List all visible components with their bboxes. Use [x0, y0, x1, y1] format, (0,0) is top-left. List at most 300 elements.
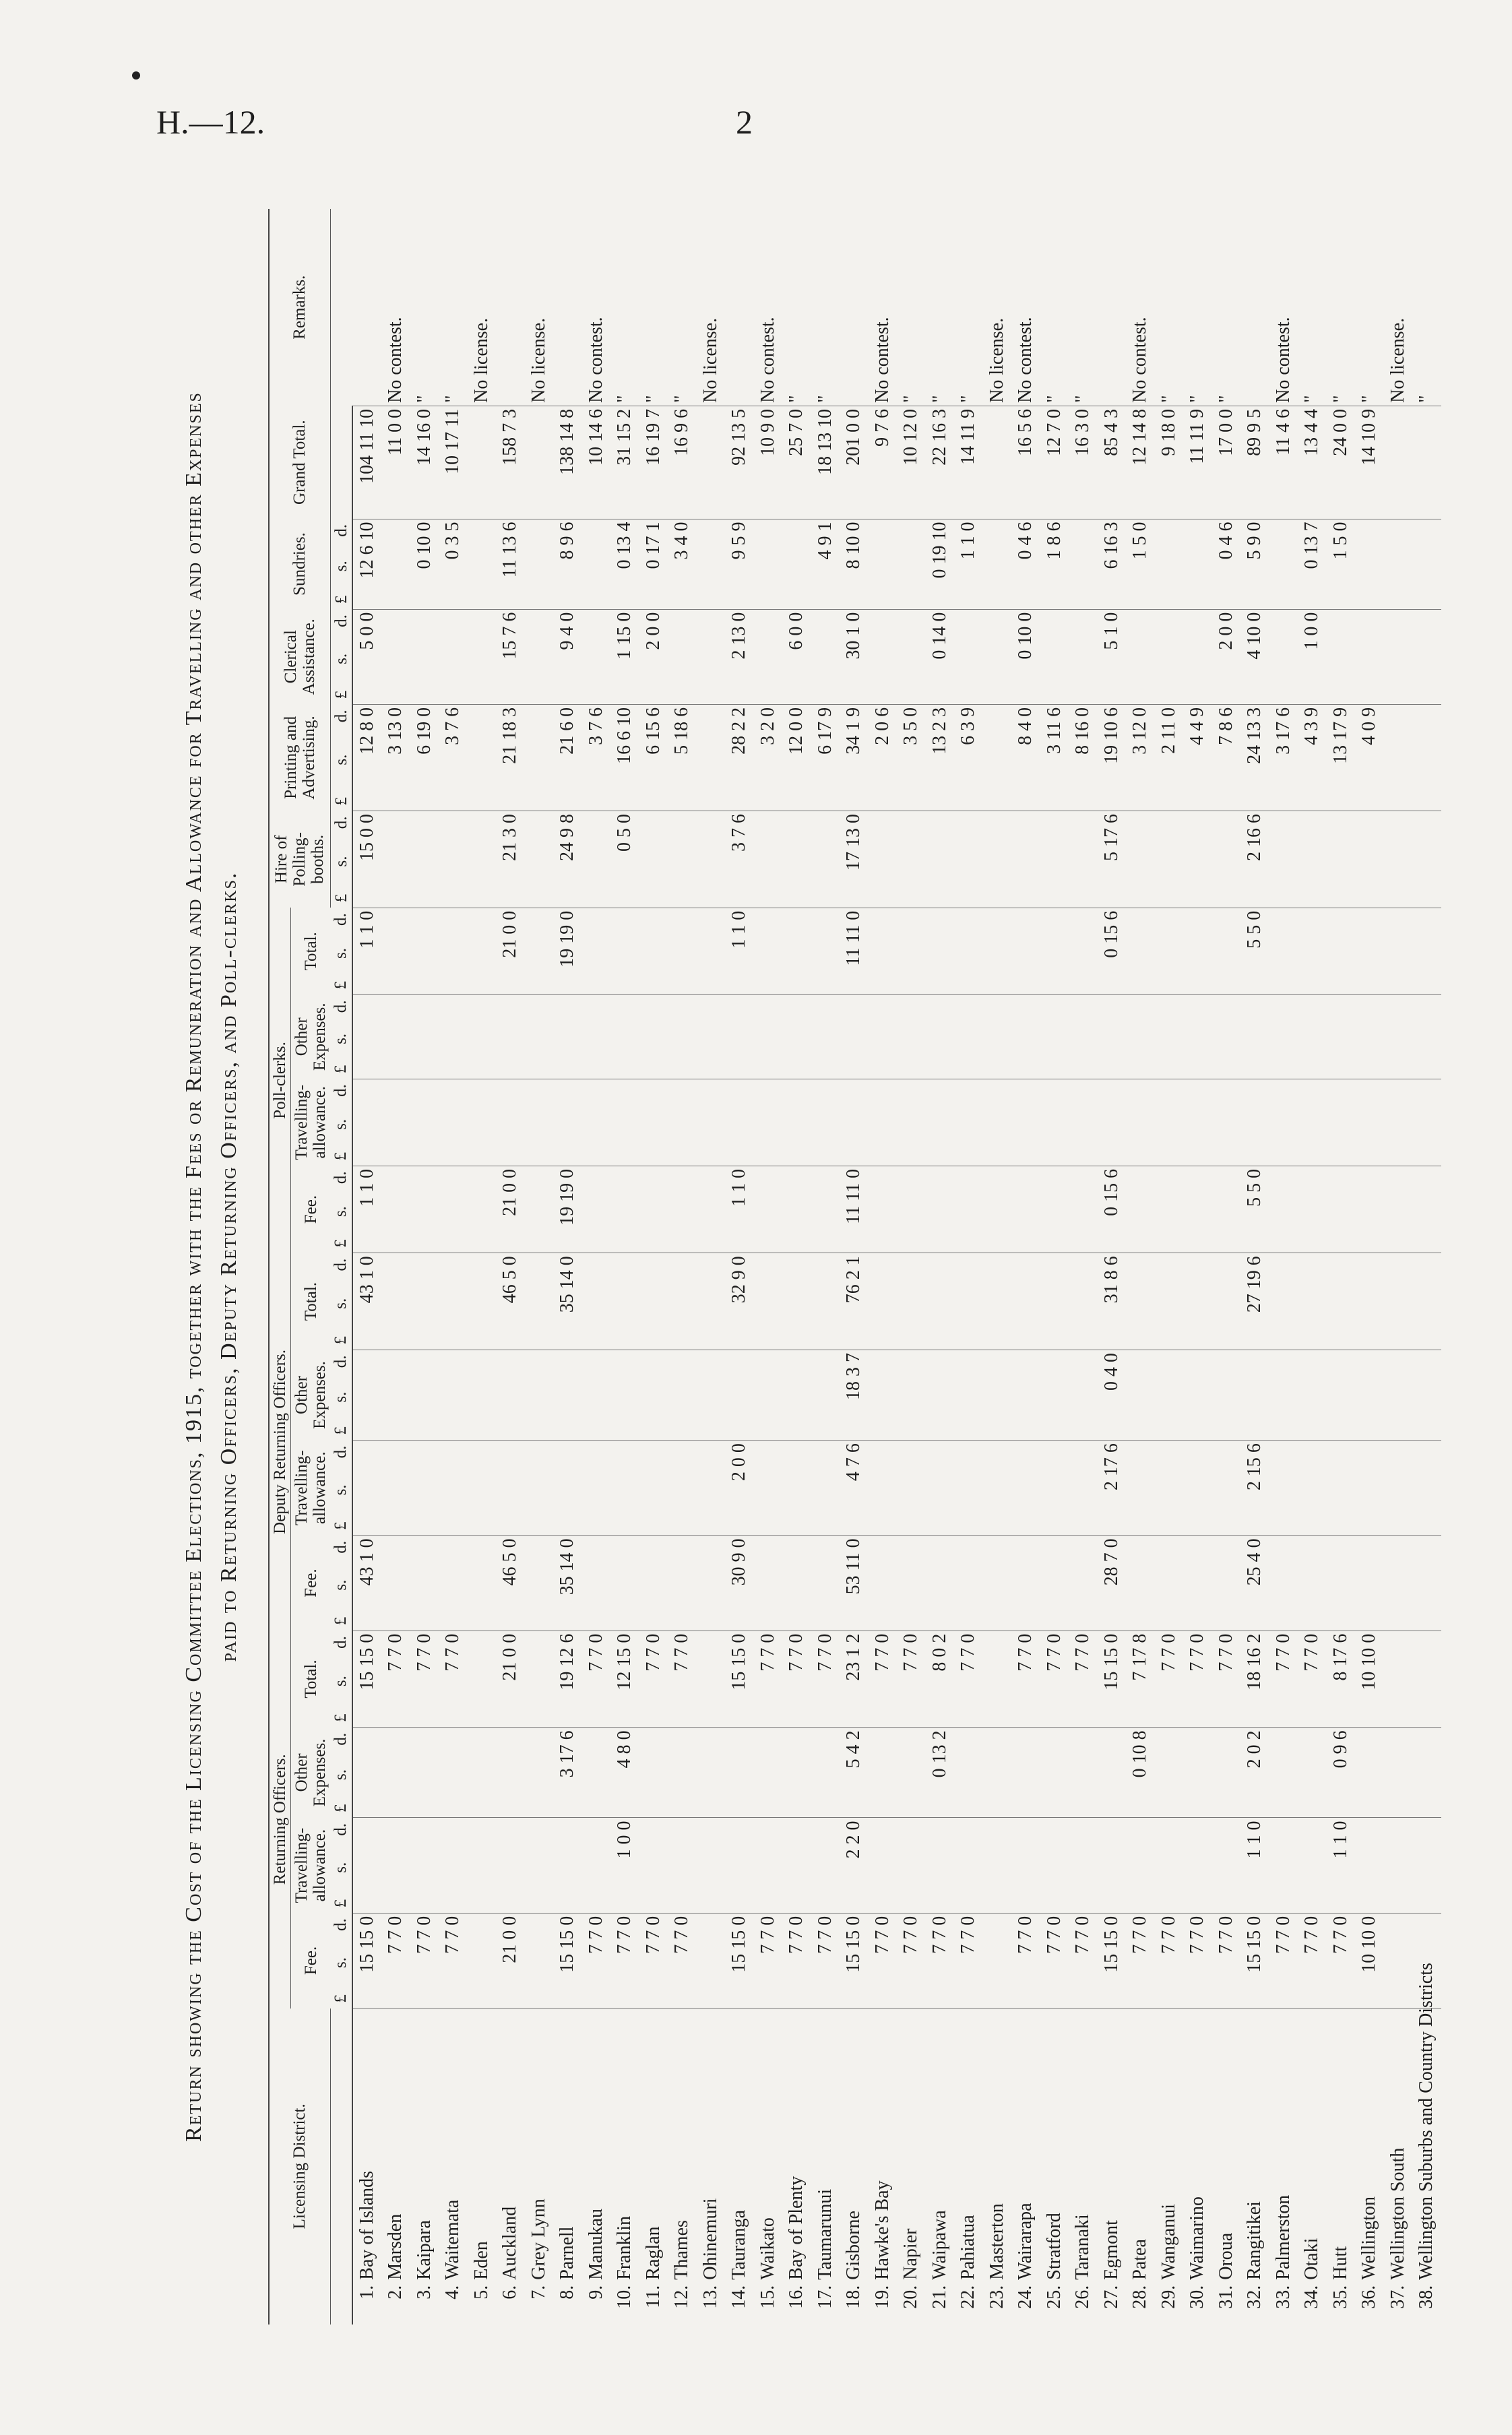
grand-total-cell: 16 19 7	[639, 406, 668, 519]
row-number: 38.	[1416, 2285, 1437, 2309]
dro-fee-cell	[1040, 1536, 1069, 1631]
pc-total-cell	[410, 908, 439, 994]
pc-travelling-cell	[954, 1079, 983, 1166]
pc-travelling-cell	[525, 1079, 554, 1166]
printing-cell: 13 2 3	[926, 704, 955, 811]
pc-total-cell	[639, 908, 668, 994]
pc-fee-cell	[1269, 1166, 1298, 1253]
clerical-cell	[1155, 609, 1184, 704]
dro-other-cell	[1069, 1350, 1098, 1440]
printing-cell: 3 11 6	[1040, 704, 1069, 811]
district-name: Pahiatua	[957, 2215, 979, 2280]
poll-clerks-header: Poll-clerks.	[269, 908, 291, 1253]
pc-other-cell	[1384, 995, 1413, 1079]
dro-travelling-cell	[1069, 1441, 1098, 1536]
hire-cell	[1327, 811, 1356, 908]
remarks-cell: "	[1183, 209, 1212, 406]
pc-other-cell	[697, 995, 726, 1079]
printing-cell: 8 16 0	[1069, 704, 1098, 811]
pc-fee-cell	[439, 1166, 468, 1253]
pc-travelling-cell	[582, 1079, 611, 1166]
unit-label: d.	[332, 709, 350, 723]
dro-fee-cell	[954, 1536, 983, 1631]
ro-travelling-cell	[954, 1818, 983, 1913]
pc-other-cell	[468, 995, 497, 1079]
pc-travelling-cell	[1298, 1079, 1327, 1166]
clerical-cell	[954, 609, 983, 704]
ro-other-cell	[725, 1728, 754, 1818]
table-row	[1412, 209, 1441, 2325]
grand-total-cell: 11 0 0	[381, 406, 410, 519]
unit-label: d.	[332, 913, 350, 926]
dro-travelling-cell	[439, 1441, 468, 1536]
row-number: 7.	[528, 2285, 549, 2300]
sundries-cell: 8 9 6	[553, 519, 582, 609]
grand-total-header: Grand Total.	[269, 406, 330, 519]
dro-other-cell	[352, 1350, 382, 1440]
clerical-header: Clerical Assistance.	[269, 609, 330, 704]
grand-total-cell	[1384, 406, 1413, 519]
printing-cell: 24 13 3	[1240, 704, 1269, 811]
bullet-mark	[132, 71, 140, 80]
printing-cell: 3 7 6	[582, 704, 611, 811]
remarks-cell: No contest.	[1011, 209, 1040, 406]
unit-label: d.	[332, 816, 350, 829]
dro-fee-cell	[439, 1536, 468, 1631]
dro-other-cell	[553, 1350, 582, 1440]
dro-other-cell	[668, 1350, 697, 1440]
district-name: Wellington Suburbs and Country Districts	[1416, 1963, 1437, 2280]
grand-total-cell	[468, 406, 497, 519]
unit-label: s.	[332, 856, 350, 867]
ro-fee-cell: 7 7 0	[897, 1913, 926, 2008]
pc-total-cell	[468, 908, 497, 994]
sundries-cell: 0 13 7	[1298, 519, 1327, 609]
district-name: Ohinemuri	[699, 2198, 721, 2280]
hire-cell	[697, 811, 726, 908]
ro-total-cell: 7 7 0	[439, 1631, 468, 1728]
table-row	[410, 209, 439, 2325]
dro-fee-cell	[754, 1536, 783, 1631]
ro-travelling-cell: 1 0 0	[610, 1818, 639, 1913]
ro-other-cell: 0 9 6	[1327, 1728, 1356, 1818]
ro-travelling-cell	[782, 1818, 811, 1913]
ro-other-cell	[1098, 1728, 1127, 1818]
ro-travelling-cell	[697, 1818, 726, 1913]
dro-total-cell	[1183, 1253, 1212, 1350]
ro-other-cell: 3 17 6	[553, 1728, 582, 1818]
clerical-cell	[1126, 609, 1155, 704]
district-name: Napier	[900, 2228, 922, 2280]
pc-total-cell: 1 1 0	[725, 908, 754, 994]
sundries-cell: 4 9 1	[811, 519, 840, 609]
grand-total-cell	[1412, 406, 1441, 519]
district-name: Waimarino	[1187, 2196, 1208, 2280]
unit-label: £	[332, 1151, 350, 1161]
pc-total-cell	[1126, 908, 1155, 994]
pc-other-cell	[1412, 995, 1441, 1079]
dro-fee-cell	[1384, 1536, 1413, 1631]
pc-total-cell	[782, 908, 811, 994]
row-number: 11.	[642, 2285, 664, 2308]
table-row	[1040, 209, 1069, 2325]
row-number: 22.	[957, 2285, 979, 2309]
dro-other-cell	[1183, 1350, 1212, 1440]
unit-label: s.	[332, 1206, 350, 1218]
pc-total-cell: 1 1 0	[352, 908, 382, 994]
printing-cell: 3 17 6	[1269, 704, 1298, 811]
dro-fee-cell	[1355, 1536, 1384, 1631]
remarks-cell: No license.	[1384, 209, 1413, 406]
dro-fee-cell	[1155, 1536, 1184, 1631]
hire-cell	[1155, 811, 1184, 908]
clerical-cell	[1412, 609, 1441, 704]
ro-fee-cell: 7 7 0	[954, 1913, 983, 2008]
dro-other-header: Other Expenses.	[292, 1361, 329, 1429]
remarks-cell: "	[811, 209, 840, 406]
dro-travelling-cell	[1126, 1441, 1155, 1536]
dro-travelling-cell	[468, 1441, 497, 1536]
ro-fee-cell	[983, 1913, 1012, 2008]
ro-total-header: Total.	[301, 1659, 320, 1699]
district-name: Thames	[671, 2220, 693, 2280]
pc-fee-cell: 21 0 0	[496, 1166, 525, 1253]
row-number: 28.	[1129, 2285, 1151, 2309]
dro-fee-cell: 53 11 0	[840, 1536, 869, 1631]
pc-fee-cell	[983, 1166, 1012, 1253]
pc-other-cell	[1355, 995, 1384, 1079]
ro-total-cell: 7 7 0	[639, 1631, 668, 1728]
dro-total-cell	[1040, 1253, 1069, 1350]
ro-travelling-cell	[381, 1818, 410, 1913]
grand-total-cell: 10 17 11	[439, 406, 468, 519]
ro-fee-cell: 7 7 0	[1183, 1913, 1212, 2008]
clerical-cell	[1384, 609, 1413, 704]
printing-cell: 8 4 0	[1011, 704, 1040, 811]
dro-total-cell: 43 1 0	[352, 1253, 382, 1350]
clerical-cell: 1 0 0	[1298, 609, 1327, 704]
remarks-cell: "	[668, 209, 697, 406]
dro-travelling-cell	[496, 1441, 525, 1536]
table-row	[1212, 209, 1241, 2325]
ro-other-cell	[1355, 1728, 1384, 1818]
ro-fee-cell: 10 10 0	[1355, 1913, 1384, 2008]
table-row	[897, 209, 926, 2325]
ro-total-cell: 7 7 0	[811, 1631, 840, 1728]
deputy-returning-officers-header: Deputy Returning Officers.	[269, 1253, 291, 1631]
table-row	[496, 209, 525, 2325]
ro-fee-cell: 15 15 0	[1098, 1913, 1127, 2008]
sundries-cell: 8 10 0	[840, 519, 869, 609]
clerical-cell	[439, 609, 468, 704]
row-number: 36.	[1358, 2285, 1380, 2309]
unit-label: s.	[332, 1033, 350, 1044]
ro-other-cell	[1011, 1728, 1040, 1818]
dro-total-cell	[754, 1253, 783, 1350]
dro-other-cell	[1355, 1350, 1384, 1440]
pc-other-cell	[926, 995, 955, 1079]
pc-fee-cell	[410, 1166, 439, 1253]
remarks-cell: No license.	[697, 209, 726, 406]
ro-fee-cell: 7 7 0	[1069, 1913, 1098, 2008]
dro-total-cell: 27 19 6	[1240, 1253, 1269, 1350]
pc-other-cell	[1098, 995, 1127, 1079]
ro-total-cell: 7 7 0	[1155, 1631, 1184, 1728]
unit-label: s.	[332, 754, 350, 765]
pc-travelling-cell	[1155, 1079, 1184, 1166]
ro-fee-cell: 7 7 0	[1269, 1913, 1298, 2008]
dro-fee-cell	[897, 1536, 926, 1631]
table-row	[1384, 209, 1413, 2325]
dro-other-cell	[410, 1350, 439, 1440]
row-number: 3.	[413, 2285, 435, 2300]
pc-fee-cell	[1384, 1166, 1413, 1253]
dro-total-cell	[1298, 1253, 1327, 1350]
district-name: Gisborne	[843, 2211, 864, 2280]
unit-label: d.	[332, 1636, 350, 1649]
table-row	[840, 209, 869, 2325]
ro-total-cell: 7 7 0	[381, 1631, 410, 1728]
district-name: Bay of Islands	[356, 2170, 377, 2280]
dro-other-cell	[1384, 1350, 1413, 1440]
ro-other-cell	[782, 1728, 811, 1818]
dro-travelling-cell	[754, 1441, 783, 1536]
dro-total-cell: 76 2 1	[840, 1253, 869, 1350]
grand-total-cell: 11 11 9	[1183, 406, 1212, 519]
pc-travelling-cell	[352, 1079, 382, 1166]
sundries-cell: 6 16 3	[1098, 519, 1127, 609]
printing-cell: 4 0 9	[1355, 704, 1384, 811]
grand-total-cell: 14 11 9	[954, 406, 983, 519]
unit-label: £	[332, 1804, 350, 1812]
printing-cell: 6 3 9	[954, 704, 983, 811]
remarks-cell: "	[1212, 209, 1241, 406]
dro-travelling-cell	[1183, 1441, 1212, 1536]
sundries-cell	[381, 519, 410, 609]
pc-total-cell	[1384, 908, 1413, 994]
unit-label: £	[332, 1335, 350, 1345]
pc-total-cell	[1183, 908, 1212, 994]
hire-cell	[1298, 811, 1327, 908]
pc-fee-cell	[697, 1166, 726, 1253]
printing-cell: 6 19 0	[410, 704, 439, 811]
units-cell	[330, 811, 352, 908]
district-name: Wellington	[1358, 2196, 1380, 2280]
table-row	[1011, 209, 1040, 2325]
pc-other-cell	[983, 995, 1012, 1079]
pc-travelling-cell	[553, 1079, 582, 1166]
ro-fee-cell: 7 7 0	[1212, 1913, 1241, 2008]
remarks-cell: "	[439, 209, 468, 406]
sundries-cell	[1155, 519, 1184, 609]
pc-other-cell	[754, 995, 783, 1079]
pc-other-cell	[668, 995, 697, 1079]
district-name: Parnell	[557, 2226, 578, 2280]
printing-cell: 3 12 0	[1126, 704, 1155, 811]
ro-fee-cell: 7 7 0	[582, 1913, 611, 2008]
dro-travelling-cell: 4 7 6	[840, 1441, 869, 1536]
dro-total-cell	[610, 1253, 639, 1350]
ro-travelling-cell	[811, 1818, 840, 1913]
grand-total-cell: 25 7 0	[782, 406, 811, 519]
printing-cell: 2 0 6	[869, 704, 897, 811]
ro-fee-cell: 7 7 0	[869, 1913, 897, 2008]
clerical-cell	[582, 609, 611, 704]
grand-total-cell: 12 7 0	[1040, 406, 1069, 519]
ro-travelling-cell	[439, 1818, 468, 1913]
district-name: Taranaki	[1072, 2214, 1094, 2280]
printing-cell: 7 8 6	[1212, 704, 1241, 811]
dro-fee-cell	[1069, 1536, 1098, 1631]
ro-total-cell: 7 7 0	[1298, 1631, 1327, 1728]
unit-label: s.	[332, 1391, 350, 1403]
sundries-cell	[525, 519, 554, 609]
hire-cell: 0 5 0	[610, 811, 639, 908]
ro-total-cell: 7 7 0	[1212, 1631, 1241, 1728]
row-number: 15.	[757, 2285, 778, 2309]
dro-fee-cell	[582, 1536, 611, 1631]
hire-cell	[639, 811, 668, 908]
dro-travelling-cell	[983, 1441, 1012, 1536]
ro-fee-cell: 7 7 0	[811, 1913, 840, 2008]
printing-cell: 3 2 0	[754, 704, 783, 811]
row-number: 1.	[356, 2285, 377, 2300]
hire-cell	[439, 811, 468, 908]
dro-fee-cell	[1412, 1536, 1441, 1631]
sundries-cell: 1 8 6	[1040, 519, 1069, 609]
pc-travelling-cell	[782, 1079, 811, 1166]
dro-total-cell	[525, 1253, 554, 1350]
pc-total-cell	[1327, 908, 1356, 994]
pc-travelling-cell	[869, 1079, 897, 1166]
dro-total-cell	[1155, 1253, 1184, 1350]
rotated-table-region	[168, 195, 1442, 2338]
hire-cell: 15 0 0	[352, 811, 382, 908]
ro-fee-cell: 7 7 0	[410, 1913, 439, 2008]
remarks-cell: "	[782, 209, 811, 406]
dro-other-cell	[1298, 1350, 1327, 1440]
sundries-cell: 11 13 6	[496, 519, 525, 609]
sundries-cell	[468, 519, 497, 609]
ro-travelling-cell	[582, 1818, 611, 1913]
unit-label: s.	[332, 1484, 350, 1496]
pc-other-cell	[525, 995, 554, 1079]
dro-total-cell	[697, 1253, 726, 1350]
page-header	[0, 0, 1512, 202]
row-number: 5.	[470, 2285, 492, 2300]
dro-travelling-cell	[1269, 1441, 1298, 1536]
dro-other-cell	[496, 1350, 525, 1440]
dro-fee-cell: 30 9 0	[725, 1536, 754, 1631]
dro-travelling-cell	[668, 1441, 697, 1536]
dro-total-cell	[439, 1253, 468, 1350]
units-remarks-spacer	[330, 406, 352, 519]
dro-total-cell	[1212, 1253, 1241, 1350]
ro-fee-cell: 7 7 0	[1040, 1913, 1069, 2008]
dro-other-cell	[1212, 1350, 1241, 1440]
dro-other-cell	[869, 1350, 897, 1440]
clerical-cell	[983, 609, 1012, 704]
pc-travelling-cell	[1327, 1079, 1356, 1166]
units-cell	[330, 519, 352, 609]
clerical-cell	[869, 609, 897, 704]
pc-other-cell	[1126, 995, 1155, 1079]
ro-other-cell	[1384, 1728, 1413, 1818]
unit-label: £	[332, 595, 350, 604]
dro-total-cell	[1269, 1253, 1298, 1350]
pc-fee-cell	[1155, 1166, 1184, 1253]
dro-other-cell	[639, 1350, 668, 1440]
dro-other-cell	[1269, 1350, 1298, 1440]
ro-total-cell: 7 7 0	[1011, 1631, 1040, 1728]
dro-fee-cell	[1327, 1536, 1356, 1631]
hire-cell	[983, 811, 1012, 908]
district-name: Stratford	[1043, 2213, 1065, 2280]
ro-other-cell	[410, 1728, 439, 1818]
ro-other-cell	[439, 1728, 468, 1818]
hire-cell	[582, 811, 611, 908]
dro-travelling-cell	[1412, 1441, 1441, 1536]
pc-other-cell	[1240, 995, 1269, 1079]
pc-other-cell	[840, 995, 869, 1079]
dro-travelling-cell	[1011, 1441, 1040, 1536]
unit-label: d.	[332, 524, 350, 537]
ro-travelling-cell	[1183, 1818, 1212, 1913]
ro-fee-cell: 7 7 0	[926, 1913, 955, 2008]
clerical-cell	[697, 609, 726, 704]
printing-cell: 6 17 9	[811, 704, 840, 811]
ro-total-cell: 7 17 8	[1126, 1631, 1155, 1728]
ro-fee-cell	[1384, 1913, 1413, 2008]
ro-total-cell: 18 16 2	[1240, 1631, 1269, 1728]
dro-fee-cell	[983, 1536, 1012, 1631]
row-number: 16.	[786, 2285, 807, 2309]
ro-fee-cell: 7 7 0	[1155, 1913, 1184, 2008]
table-row	[525, 209, 554, 2325]
row-number: 30.	[1187, 2285, 1208, 2309]
pc-travelling-cell	[381, 1079, 410, 1166]
ro-other-header: Other Expenses.	[292, 1738, 329, 1807]
unit-label: £	[332, 893, 350, 903]
ro-other-cell	[954, 1728, 983, 1818]
ro-total-cell: 23 1 2	[840, 1631, 869, 1728]
currency-units-row	[330, 209, 352, 2325]
row-number: 35.	[1329, 2285, 1351, 2309]
ro-travelling-cell	[1126, 1818, 1155, 1913]
clerical-cell: 0 14 0	[926, 609, 955, 704]
pc-fee-cell	[897, 1166, 926, 1253]
hire-cell	[1126, 811, 1155, 908]
ro-other-cell: 4 8 0	[610, 1728, 639, 1818]
pc-fee-cell: 1 1 0	[352, 1166, 382, 1253]
clerical-cell	[468, 609, 497, 704]
pc-travelling-cell	[811, 1079, 840, 1166]
clerical-cell: 15 7 6	[496, 609, 525, 704]
district-name: Waitemata	[442, 2199, 464, 2280]
hire-cell	[1183, 811, 1212, 908]
pc-total-cell	[525, 908, 554, 994]
dro-total-cell	[1384, 1253, 1413, 1350]
dro-total-cell	[954, 1253, 983, 1350]
ro-other-cell: 2 0 2	[1240, 1728, 1269, 1818]
dro-other-cell	[954, 1350, 983, 1440]
dro-travelling-cell	[926, 1441, 955, 1536]
dro-travelling-cell	[352, 1441, 382, 1536]
row-number: 34.	[1301, 2285, 1323, 2309]
unit-label: £	[332, 1899, 350, 1908]
dro-fee-cell	[1269, 1536, 1298, 1631]
district-name: Kaipara	[413, 2220, 435, 2280]
